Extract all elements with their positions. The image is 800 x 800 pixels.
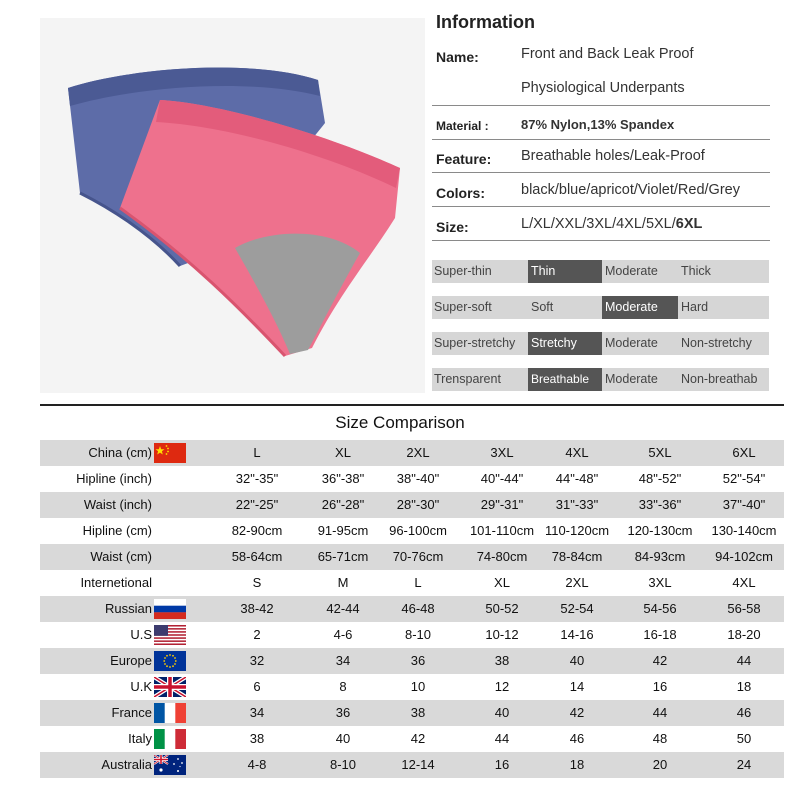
table-cell: 24 [736,757,752,772]
scale-cell: Thick [681,264,711,278]
table-cell: 38 [249,731,265,746]
info-value-size-plain: L/XL/XXL/3XL/4XL/5XL/ [521,216,676,232]
table-cell: 110-120cm [544,523,610,538]
scale-cell: Hard [681,300,709,314]
table-cell: 16-18 [643,627,677,642]
table-row [40,622,784,648]
table-cell: 4XL [565,445,589,460]
row-label: Europe [110,653,152,668]
table-row [40,596,784,622]
row-label: Internetional [80,575,152,590]
table-cell: 37"-40" [722,497,766,512]
row-label: Waist (inch) [83,497,152,512]
scale-cell: Non-stretchy [681,336,752,350]
table-row [40,544,784,570]
table-cell: 8 [339,679,347,694]
scale-cell: Soft [531,300,554,314]
scale-cell: Trensparent [434,372,501,386]
info-value-colors: black/blue/apricot/Violet/Red/Grey [521,182,740,198]
table-cell: 40 [569,653,585,668]
table-cell: 40 [494,705,510,720]
table-cell: 42 [652,653,668,668]
table-cell: 44 [494,731,510,746]
table-cell: 14-16 [560,627,594,642]
table-cell: 12 [494,679,510,694]
table-cell: 40 [335,731,351,746]
info-divider [432,206,770,207]
table-cell: 4-6 [333,627,353,642]
table-cell: 101-110cm [469,523,535,538]
softness-scale [432,296,769,319]
table-cell: 4-8 [247,757,267,772]
table-cell: 3XL [490,445,514,460]
table-cell: 38 [410,705,426,720]
table-cell: 46-48 [401,601,435,616]
info-value-size [521,216,702,232]
russia-flag-icon [154,599,186,619]
scale-cell: Moderate [605,372,658,386]
row-label: Australia [101,757,152,772]
table-cell: 84-93cm [634,549,686,564]
table-row [40,700,784,726]
info-label-size: Size: [436,219,469,235]
table-cell: 42 [410,731,426,746]
info-label-colors: Colors: [436,185,485,201]
table-row [40,752,784,778]
table-cell: 48"-52" [638,471,682,486]
table-cell: 78-84cm [551,549,603,564]
table-cell: 16 [652,679,668,694]
table-cell: XL [494,575,510,590]
france-flag-icon [154,703,186,723]
table-cell: 42 [569,705,585,720]
australia-flag-icon [154,755,186,775]
info-value-material: 87% Nylon,13% Spandex [521,117,675,132]
table-cell: L [253,445,261,460]
table-cell: 36 [410,653,426,668]
table-cell: 5XL [648,445,672,460]
table-cell: 50 [736,731,752,746]
table-cell: S [252,575,262,590]
table-cell: 20 [652,757,668,772]
table-cell: 120-130cm [627,523,693,538]
table-cell: 26"-28" [321,497,365,512]
table-cell: 46 [569,731,585,746]
table-cell: XL [335,445,351,460]
table-cell: 65-71cm [317,549,369,564]
table-cell: 54-56 [643,601,677,616]
table-cell: 52"-54" [722,471,766,486]
table-cell: M [337,575,349,590]
eu-flag-icon [154,651,186,671]
info-divider [432,240,770,241]
china-flag-icon [154,443,186,463]
table-row [40,492,784,518]
table-cell: 8-10 [329,757,357,772]
table-cell: 2XL [565,575,589,590]
table-row [40,466,784,492]
table-cell: 96-100cm [389,523,447,538]
table-cell: 58-64cm [231,549,283,564]
table-cell: 44 [736,653,752,668]
info-label-material: Material : [436,119,489,133]
scale-cell: Moderate [605,336,658,350]
table-cell: 91-95cm [317,523,369,538]
table-cell: 3XL [648,575,672,590]
table-cell: 82-90cm [231,523,283,538]
table-row [40,570,784,596]
table-cell: 12-14 [401,757,435,772]
stretch-scale [432,332,769,355]
italy-flag-icon [154,729,186,749]
table-cell: 46 [736,705,752,720]
table-cell: 36 [335,705,351,720]
table-cell: 2 [253,627,261,642]
row-label: Waist (cm) [90,549,152,564]
thickness-scale [432,260,769,283]
scale-cell: Non-breathab [681,372,758,386]
table-cell: 10-12 [485,627,519,642]
info-divider [432,172,770,173]
table-cell: 33"-36" [638,497,682,512]
product-photo [40,18,425,393]
table-cell: 52-54 [560,601,594,616]
row-label: Italy [128,731,152,746]
section-divider [40,404,784,406]
row-label: Hipline (inch) [76,471,152,486]
table-cell: 40"-44" [480,471,524,486]
table-row [40,648,784,674]
info-value-feature: Breathable holes/Leak-Proof [521,148,705,164]
table-cell: 94-102cm [715,549,773,564]
scale-cell: Super-stretchy [434,336,516,350]
table-cell: 18 [569,757,585,772]
table-cell: 18 [736,679,752,694]
row-label: France [111,705,152,720]
uk-flag-icon [154,677,186,697]
row-label: Hipline (cm) [82,523,152,538]
table-cell: 16 [494,757,510,772]
table-cell: 29"-31" [480,497,524,512]
table-cell: 44 [652,705,668,720]
info-label-feature: Feature: [436,151,492,167]
scale-cell: Moderate [605,264,658,278]
table-cell: 6XL [732,445,756,460]
table-cell: 42-44 [326,601,360,616]
row-label: U.K [130,679,152,694]
table-cell: 8-10 [404,627,432,642]
info-divider [432,139,770,140]
info-label-name: Name: [436,49,479,65]
scale-cell: Super-thin [434,264,492,278]
breathability-scale [432,368,769,391]
usa-flag-icon [154,625,186,645]
information-title: Information [436,12,535,32]
scale-cell-selected: Breathable [528,368,602,391]
table-cell: 18-20 [727,627,761,642]
size-comparison-title: Size Comparison [335,413,465,432]
table-row [40,674,784,700]
table-cell: 2XL [406,445,430,460]
table-cell: 38"-40" [396,471,440,486]
scale-cell-selected: Stretchy [528,332,602,355]
table-cell: L [414,575,422,590]
row-label: U.S [130,627,152,642]
row-label: China (cm) [88,445,152,460]
row-label: Russian [105,601,152,616]
table-cell: 6 [253,679,261,694]
table-cell: 74-80cm [476,549,528,564]
table-cell: 56-58 [727,601,761,616]
table-cell: 14 [569,679,585,694]
table-cell: 48 [652,731,668,746]
table-row [40,518,784,544]
table-cell: 28"-30" [396,497,440,512]
table-cell: 50-52 [485,601,519,616]
table-cell: 31"-33" [555,497,599,512]
table-cell: 34 [249,705,265,720]
table-cell: 32"-35" [235,471,279,486]
table-cell: 70-76cm [392,549,444,564]
table-row [40,440,784,466]
scale-cell-selected: Thin [528,260,602,283]
table-cell: 130-140cm [711,523,777,538]
scale-cell: Super-soft [434,300,492,314]
info-value-name-line1: Front and Back Leak Proof [521,46,694,62]
table-cell: 44"-48" [555,471,599,486]
info-value-name-line2: Physiological Underpants [521,80,685,96]
table-cell: 36"-38" [321,471,365,486]
scale-cell-selected: Moderate [602,296,678,319]
info-value-size-bold: 6XL [675,216,703,232]
table-cell: 22"-25" [235,497,279,512]
table-cell: 38-42 [240,601,274,616]
table-cell: 10 [410,679,426,694]
info-divider [432,105,770,106]
table-cell: 32 [249,653,265,668]
table-cell: 4XL [732,575,756,590]
table-row [40,726,784,752]
table-cell: 34 [335,653,351,668]
table-cell: 38 [494,653,510,668]
